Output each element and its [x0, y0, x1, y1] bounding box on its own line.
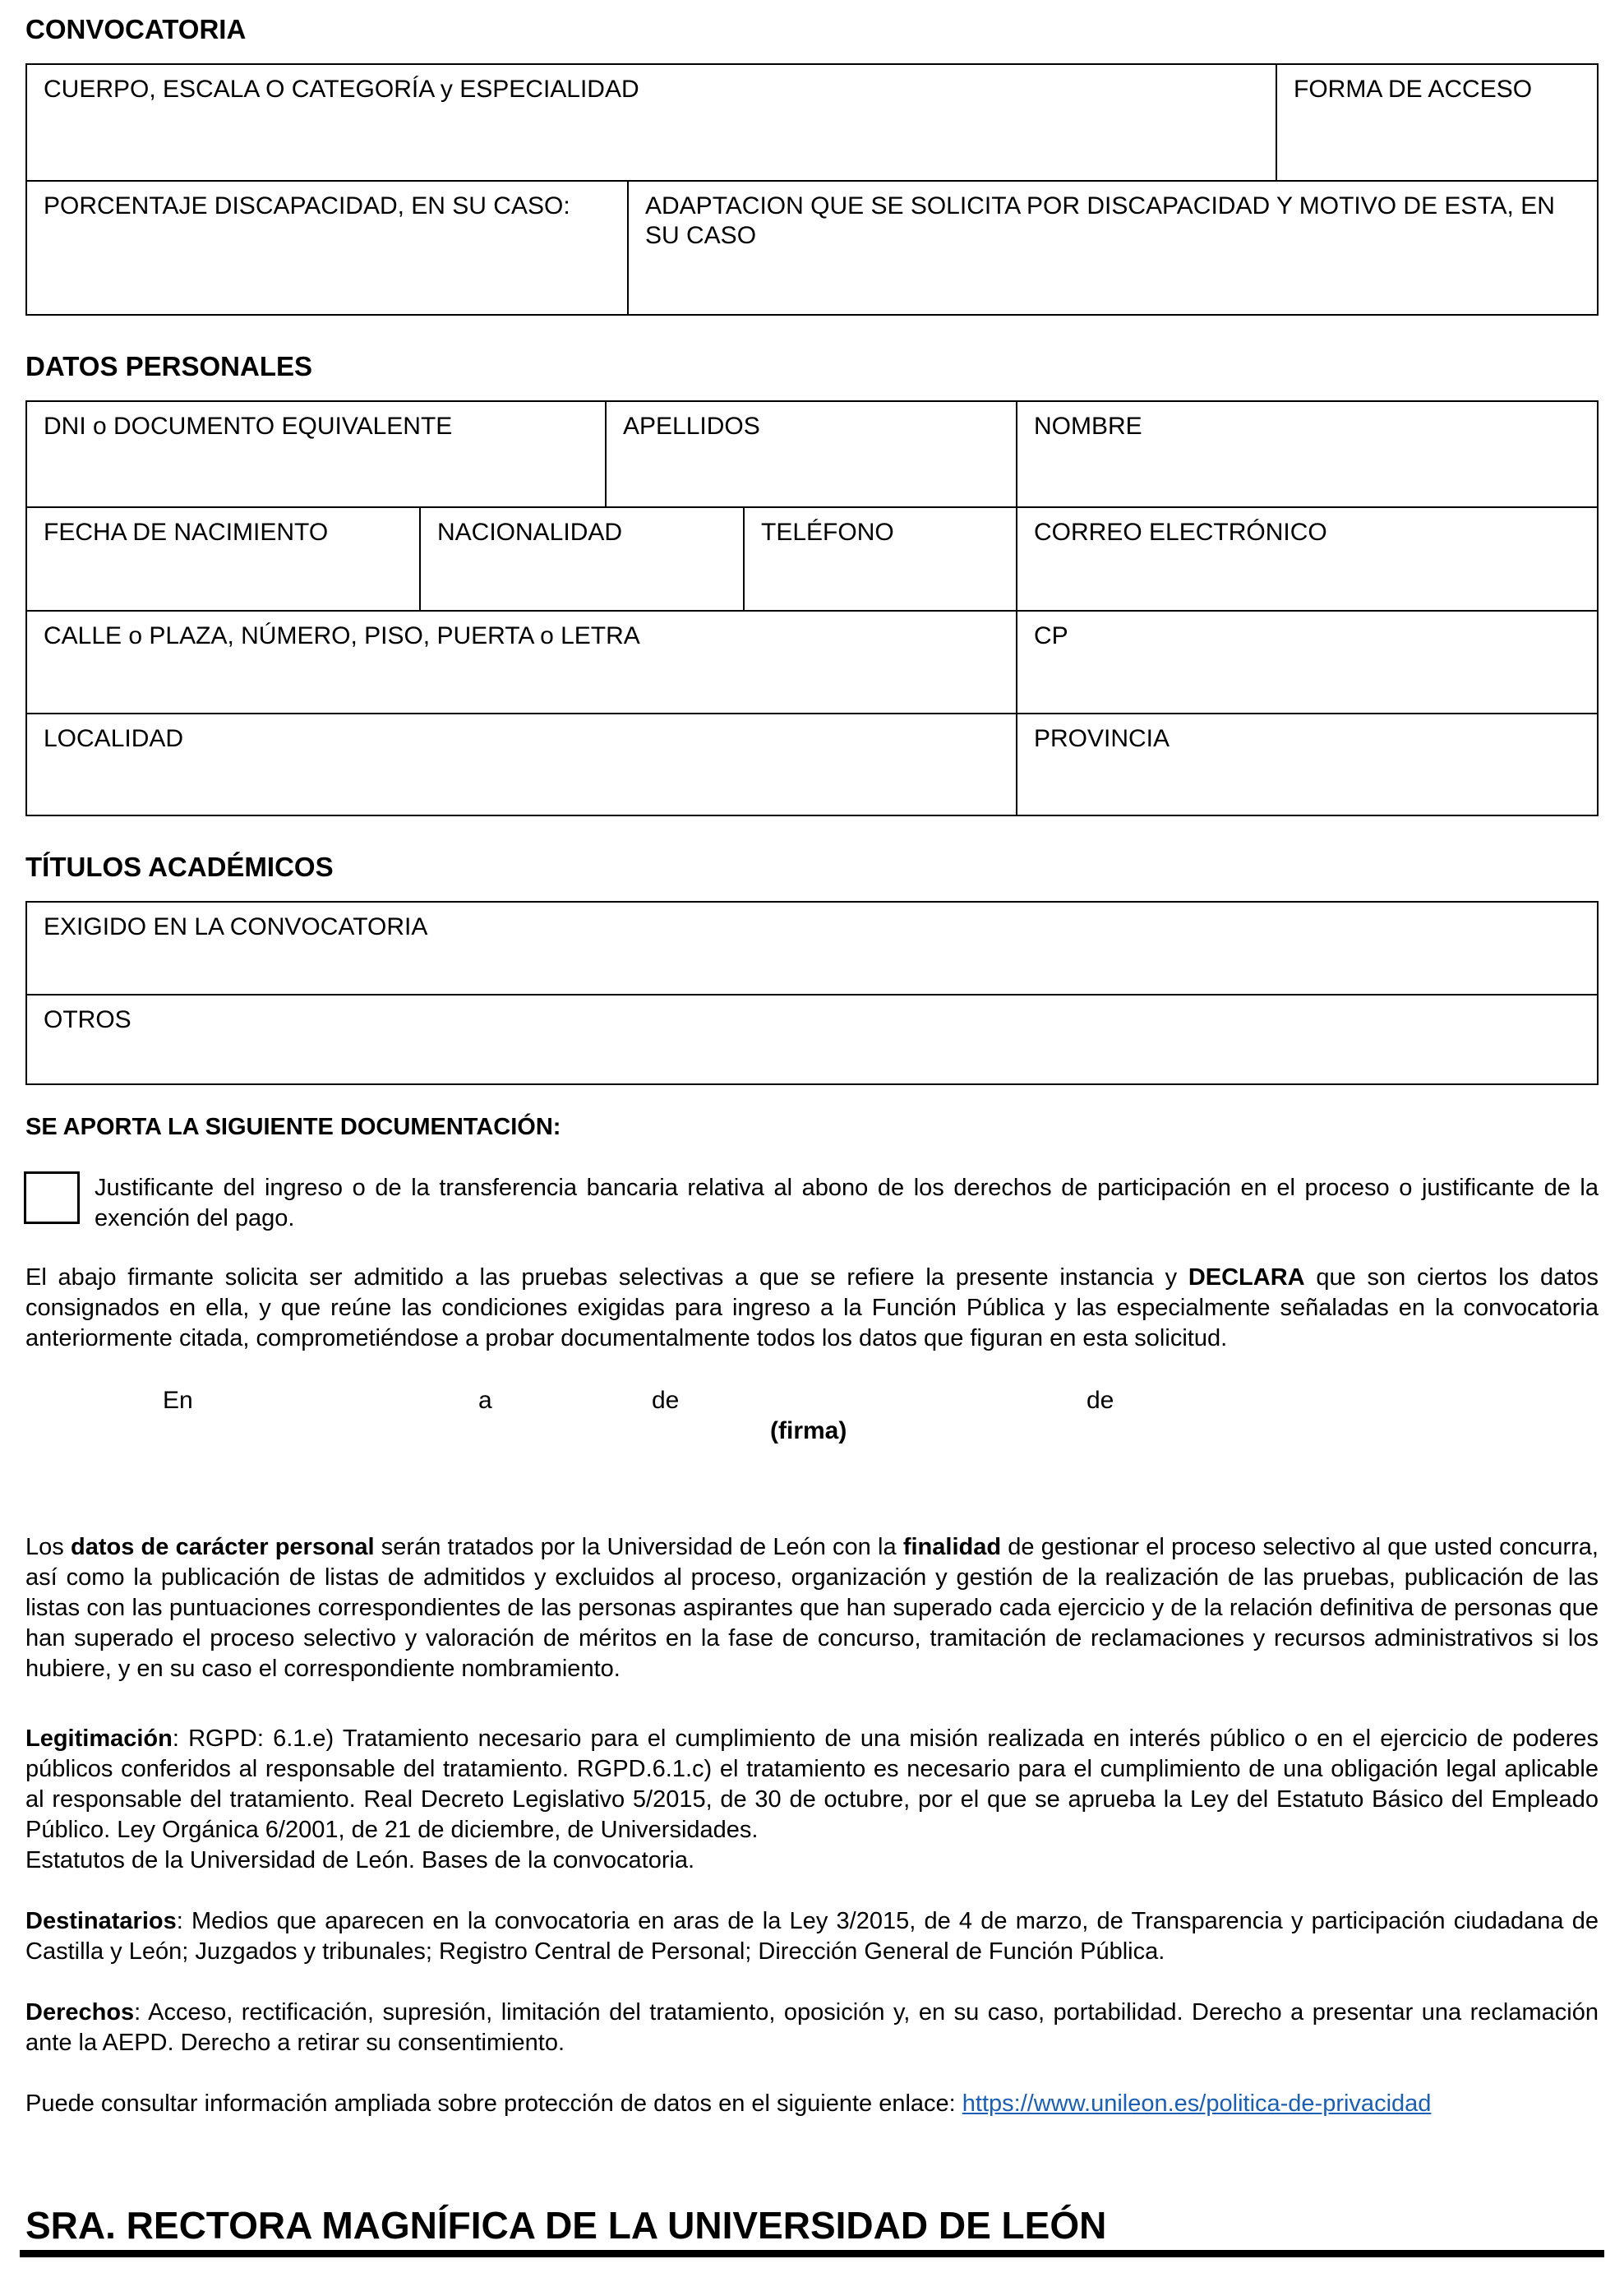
correo-field[interactable]: CORREO ELECTRÓNICO — [1016, 506, 1597, 610]
localidad-field[interactable]: LOCALIDAD — [27, 713, 1016, 815]
declara-bold: DECLARA — [1188, 1264, 1305, 1291]
section-heading-convocatoria: CONVOCATORIA — [25, 14, 247, 44]
date-de-label-2: de — [1087, 1387, 1114, 1414]
nombre-field[interactable]: NOMBRE — [1016, 402, 1597, 506]
cuerpo-field[interactable]: CUERPO, ESCALA O CATEGORÍA y ESPECIALIDAD — [44, 76, 639, 103]
date-a-label: a — [478, 1387, 492, 1414]
calle-field[interactable]: CALLE o PLAZA, NÚMERO, PISO, PUERTA o LETRA — [27, 610, 1016, 713]
titulos-table — [25, 901, 1599, 1085]
datos-personales-notice — [25, 1532, 1599, 1684]
addressee-title: SRA. RECTORA MAGNÍFICA DE LA UNIVERSIDAD DE LEÓN — [25, 2204, 1107, 2247]
documentacion-heading: SE APORTA LA SIGUIENTE DOCUMENTACIÓN: — [25, 1114, 561, 1140]
declaracion-paragraph — [25, 1263, 1599, 1354]
fecha-nacimiento-field[interactable]: FECHA DE NACIMIENTO — [27, 506, 419, 610]
porcentaje-discapacidad-field[interactable]: PORCENTAJE DISCAPACIDAD, EN SU CASO: — [27, 180, 627, 314]
adaptacion-field[interactable]: ADAPTACION QUE SE SOLICITA POR DISCAPACIDAD Y MOTIVO DE ESTA, EN SU CASO — [627, 180, 1597, 314]
legitimacion-line2: Estatutos de la Universidad de León. Bases de la convocatoria. — [25, 1847, 695, 1873]
apellidos-field[interactable]: APELLIDOS — [605, 402, 1016, 506]
destinatarios-label: Destinatarios — [25, 1908, 177, 1934]
nacionalidad-field[interactable]: NACIONALIDAD — [419, 506, 743, 610]
telefono-field[interactable]: TELÉFONO — [743, 506, 1016, 610]
date-de-label-1: de — [652, 1387, 680, 1414]
justificante-text: Justificante del ingreso o de la transferencia bancaria relativa al abono de los derechos de participación en el proceso o justificante de la exención del pago. — [95, 1175, 1599, 1231]
datos-personales-table — [25, 400, 1599, 816]
notice-bold-finalidad: finalidad — [902, 1534, 1002, 1560]
notice-text-1: Los — [25, 1534, 71, 1560]
notice-text-3: de gestionar el proceso selectivo al que usted concurra, así como la publicación de listas de admitidos y excluidos al proceso, organización y gestión de la realización de las pruebas, publicación de las listas con las puntuaciones correspondientes de las personas aspirantes que han superado cada ejercicio y de la relación definitiva de personas que han superado el proceso selectivo y valoración de méritos en la fase de concurso, tramitación de reclamaciones y recursos administrativos si los hubiere, y en su caso el correspondiente nombramiento. — [25, 1534, 1599, 1682]
notice-bold-datos: datos de carácter personal — [70, 1534, 375, 1560]
consulta-text: Puede consultar información ampliada sobre protección de datos en el siguiente enlace: — [25, 2090, 962, 2117]
section-heading-titulos: TÍTULOS ACADÉMICOS — [25, 852, 334, 882]
privacy-policy-link[interactable]: https://www.unileon.es/politica-de-privacidad — [962, 2090, 1432, 2117]
provincia-field[interactable]: PROVINCIA — [1016, 713, 1597, 815]
titulo-otros-field[interactable]: OTROS — [27, 994, 1597, 1083]
legitimacion-label: Legitimación — [25, 1725, 173, 1752]
dni-field[interactable]: DNI o DOCUMENTO EQUIVALENTE — [44, 413, 453, 440]
justificante-checkbox[interactable] — [24, 1171, 80, 1224]
forma-acceso-field[interactable]: FORMA DE ACCESO — [1276, 65, 1597, 180]
destinatarios-paragraph — [25, 1906, 1599, 1967]
legitimacion-text: : RGPD: 6.1.e) Tratamiento necesario para el cumplimiento de una misión realizada en interés público o en el ejercicio de poderes públicos conferidos al responsable del tratamiento. RGPD.6.1.c) el tratamiento es necesario para el cumplimiento de una obligación legal aplicable al responsable del tratamiento. Real Decreto Legislativo 5/2015, de 30 de octubre, por el que se aprueba la Ley del Estatuto Básico del Empleado Público. Ley Orgánica 6/2001, de 21 de diciembre, de Universidades. — [25, 1725, 1599, 1843]
consulta-paragraph — [25, 2089, 1599, 2119]
bottom-rule — [20, 2250, 1604, 2257]
firma-label: (firma) — [770, 1417, 847, 1444]
derechos-paragraph — [25, 1998, 1599, 2058]
cp-field[interactable]: CP — [1016, 610, 1597, 713]
titulo-exigido-field[interactable]: EXIGIDO EN LA CONVOCATORIA — [44, 913, 428, 940]
derechos-text: : Acceso, rectificación, supresión, limitación del tratamiento, oposición y, en su caso, portabilidad. Derecho a presentar una reclamación ante la AEPD. Derecho a retirar su consentimiento. — [25, 1999, 1599, 2056]
declaracion-text-2: que son ciertos los datos consignados en ella, y que reúne las condiciones exigidas para ingreso a la Función Pública y las especialmente señaladas en la convocatoria anteriormente citada, comprometiéndose a probar documentalmente todos los datos que figuran en esta solicitud. — [25, 1264, 1599, 1351]
convocatoria-table — [25, 63, 1599, 316]
destinatarios-text: : Medios que aparecen en la convocatoria en aras de la Ley 3/2015, de 4 de marzo, de Transparencia y participación ciudadana de Castilla y León; Juzgados y tribunales; Registro Central de Personal; Dirección General de Función Pública. — [25, 1908, 1599, 1965]
declaracion-text-1: El abajo firmante solicita ser admitido a las pruebas selectivas a que se refiere la presente instancia y — [25, 1264, 1188, 1291]
derechos-label: Derechos — [25, 1999, 135, 2026]
legitimacion-paragraph — [25, 1724, 1599, 1845]
date-en-label: En — [163, 1387, 193, 1414]
section-heading-datos-personales: DATOS PERSONALES — [25, 351, 312, 381]
notice-text-2: serán tratados por la Universidad de León con la — [374, 1534, 903, 1560]
